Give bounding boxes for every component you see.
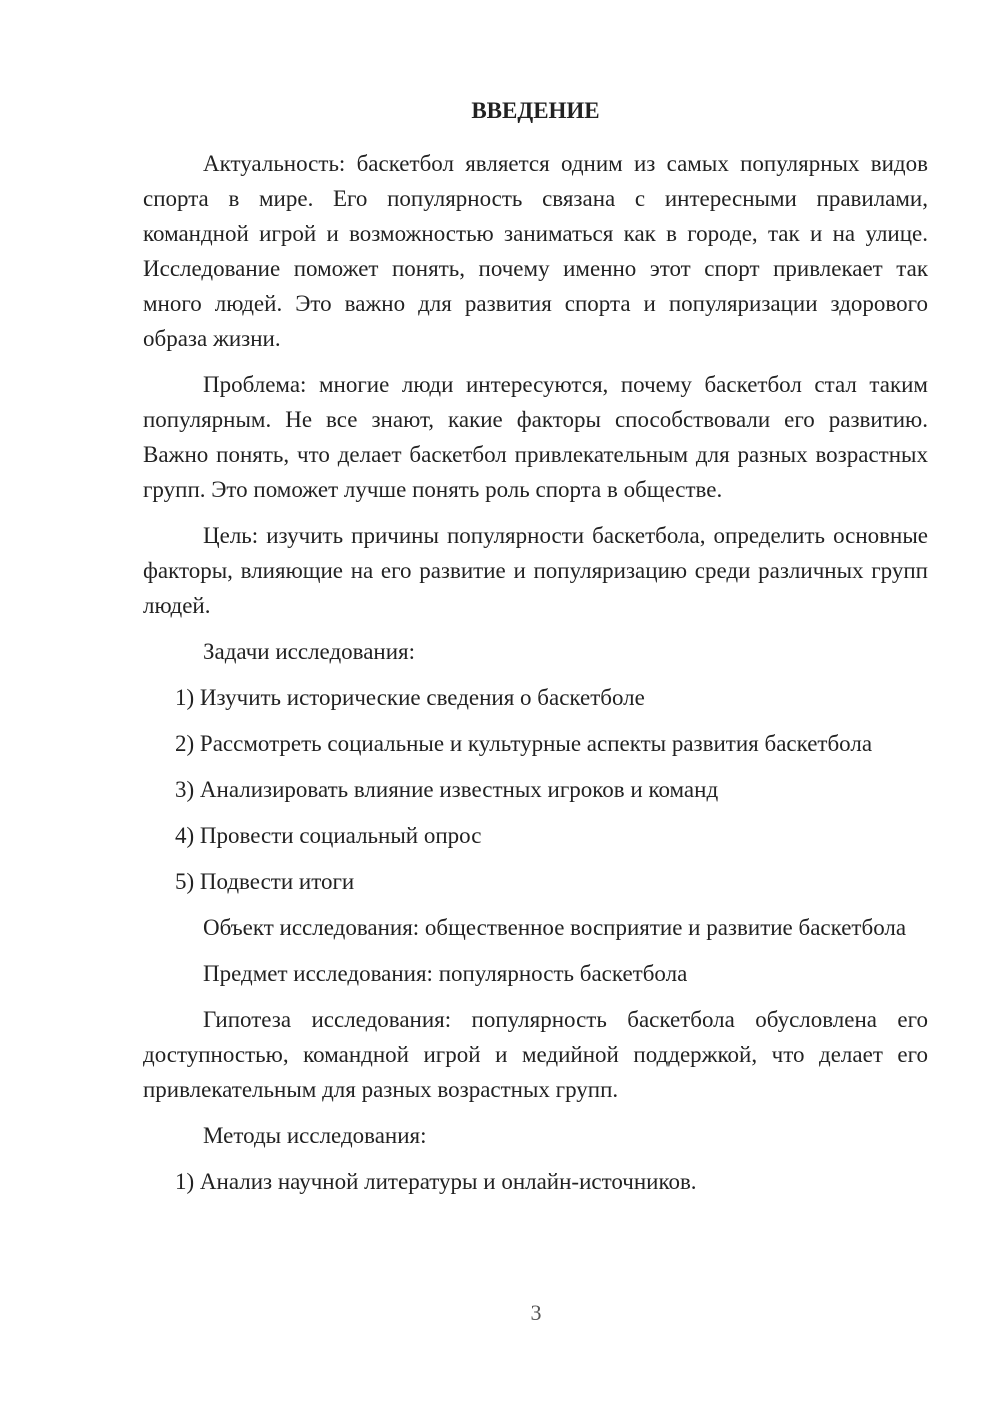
page-number: 3 xyxy=(530,1300,542,1325)
task-item-1: 1) Изучить исторические сведения о баскетболе xyxy=(175,685,645,710)
tasks-heading: Задачи исследования: xyxy=(203,639,416,664)
task-item-3: 3) Анализировать влияние известных игроков и команд xyxy=(175,777,719,802)
task-item-4: 4) Провести социальный опрос xyxy=(175,823,482,848)
methods-heading: Методы исследования: xyxy=(203,1123,427,1148)
paragraph-goal: Цель: изучить причины популярности баскетбола, определить основные факторы, влияющие на его развитие и популяризацию среди различных групп людей. xyxy=(143,523,928,618)
paragraph-hypothesis: Гипотеза исследования: популярность баскетбола обусловлена его доступностью, командной игрой и медийной поддержкой, что делает его привлекательным для разных возрастных групп. xyxy=(143,1007,928,1102)
paragraph-object: Объект исследования: общественное восприятие и развитие баскетбола xyxy=(203,915,907,940)
task-item-2: 2) Рассмотреть социальные и культурные аспекты развития баскетбола xyxy=(175,731,873,756)
method-item-1: 1) Анализ научной литературы и онлайн-источников. xyxy=(175,1169,697,1194)
paragraph-problem: Проблема: многие люди интересуются, почему баскетбол стал таким популярным. Не все знают, какие факторы способствовали его развитию. Важно понять, что делает баскетбол привлекательным для разных возрастных групп. Это поможет лучше понять роль спорта в обществе. xyxy=(143,372,928,502)
page-content xyxy=(143,93,928,1210)
paragraph-subject: Предмет исследования: популярность баскетбола xyxy=(203,961,688,986)
task-item-5: 5) Подвести итоги xyxy=(175,869,355,894)
page-heading: ВВЕДЕНИЕ xyxy=(471,98,600,123)
paragraph-relevance: Актуальность: баскетбол является одним из самых популярных видов спорта в мире. Его популярность связана с интересными правилами, командной игрой и возможностью заниматься как в городе, так и на улице. Исследование поможет понять, почему именно этот спорт привлекает так много людей. Это важно для развития спорта и популяризации здорового образа жизни. xyxy=(143,151,928,351)
